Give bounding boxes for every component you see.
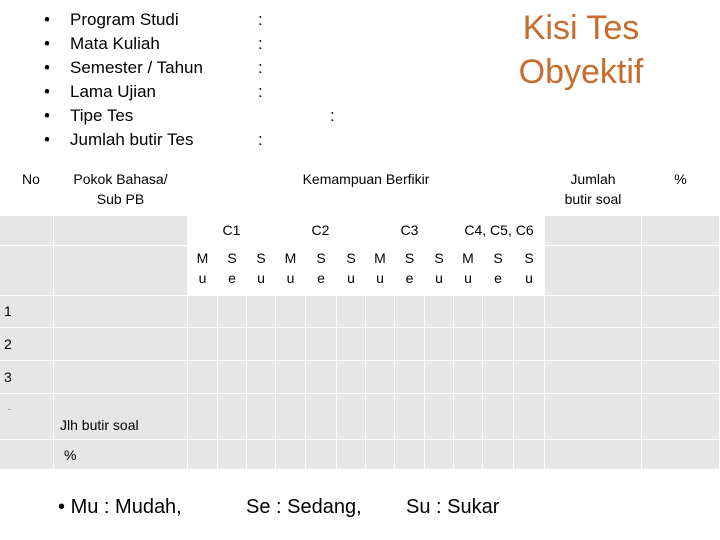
sub-column-bottom: u xyxy=(525,270,533,286)
table-cell xyxy=(306,361,337,394)
sub-column-header xyxy=(247,246,276,296)
sub-column-header xyxy=(425,246,454,296)
level-row-no-cell xyxy=(0,216,54,246)
level-row-percent-cell xyxy=(642,216,720,246)
bullet: • xyxy=(44,82,50,101)
table-cell xyxy=(276,296,306,328)
footer-percent-cell xyxy=(483,440,514,470)
table-cell xyxy=(218,328,247,361)
table-cell xyxy=(337,361,366,394)
level-header xyxy=(454,216,545,246)
legend-sedang: Se : Sedang, xyxy=(246,496,362,518)
table-cell xyxy=(54,328,188,361)
sub-column-top: S xyxy=(316,250,326,266)
footer-total-cell xyxy=(642,410,720,440)
info-label: Jumlah butir Tes xyxy=(70,130,194,149)
table-cell xyxy=(395,328,425,361)
header-jumlah-line-1: Jumlah xyxy=(570,171,616,187)
sub-column-top: M xyxy=(196,250,209,266)
table-cell xyxy=(247,328,276,361)
footer-percent-cell xyxy=(306,440,337,470)
header-percent xyxy=(642,160,720,216)
row-number-cell xyxy=(0,296,54,328)
footer-total-label-cell xyxy=(54,410,188,440)
sub-row-no-cell xyxy=(0,246,54,296)
table-cell xyxy=(454,296,483,328)
sub-column-header xyxy=(188,246,218,296)
table-cell xyxy=(425,328,454,361)
table-cell xyxy=(425,361,454,394)
table-cell xyxy=(642,296,720,328)
sub-column-header xyxy=(395,246,425,296)
bullet: • xyxy=(44,106,50,125)
footer-percent-cell xyxy=(247,440,276,470)
footer-total-cell xyxy=(395,410,425,440)
title-line-1: Kisi Tes xyxy=(522,9,640,47)
table-cell xyxy=(366,328,395,361)
table-cell xyxy=(395,296,425,328)
row-number-cell xyxy=(0,361,54,394)
sub-column-header xyxy=(337,246,366,296)
footer-total-cell xyxy=(483,410,514,440)
table-cell xyxy=(188,296,218,328)
info-colon: : xyxy=(258,58,263,77)
header-kemampuan-label: Kemampuan Berfikir xyxy=(302,171,430,187)
table-cell xyxy=(54,296,188,328)
sub-column-top: S xyxy=(524,250,534,266)
sub-column-top: S xyxy=(346,250,356,266)
table-cell xyxy=(276,328,306,361)
level-label: C4, C5, C6 xyxy=(464,222,534,238)
table-cell xyxy=(276,361,306,394)
footer-percent-cell xyxy=(218,440,247,470)
footer-percent-cell xyxy=(514,440,545,470)
sub-column-header xyxy=(276,246,306,296)
info-label: Mata Kuliah xyxy=(70,34,160,53)
level-label: C3 xyxy=(400,222,419,238)
info-label: Semester / Tahun xyxy=(70,58,203,77)
row-number: 1 xyxy=(4,303,12,319)
legend-mudah xyxy=(58,496,182,519)
table-cell xyxy=(306,296,337,328)
level-label: C1 xyxy=(222,222,241,238)
bullet: • xyxy=(44,10,50,29)
table-cell xyxy=(483,296,514,328)
footer-percent-cell xyxy=(395,440,425,470)
sub-column-header xyxy=(514,246,545,296)
table-cell xyxy=(425,296,454,328)
sub-column-bottom: u xyxy=(257,270,265,286)
footer-percent-cell xyxy=(545,440,642,470)
table-cell xyxy=(54,361,188,394)
info-colon: : xyxy=(258,82,263,101)
bullet: • xyxy=(44,58,50,77)
footer-total-cell xyxy=(366,410,395,440)
footer-total-cell xyxy=(545,410,642,440)
row-number: 3 xyxy=(4,368,12,385)
table-cell xyxy=(483,328,514,361)
table-cell xyxy=(395,361,425,394)
sub-column-bottom: u xyxy=(347,270,355,286)
table-cell xyxy=(514,361,545,394)
sub-column-bottom: e xyxy=(228,270,236,286)
sub-column-bottom: u xyxy=(464,270,472,286)
sub-column-bottom: e xyxy=(494,270,502,286)
table-cell xyxy=(337,296,366,328)
sub-column-top: M xyxy=(374,250,386,266)
sub-column-top: S xyxy=(434,250,444,266)
sub-column-header xyxy=(483,246,514,296)
footer-total-cell xyxy=(306,410,337,440)
info-label: Tipe Tes xyxy=(70,106,134,125)
footer-total-cell xyxy=(337,410,366,440)
header-pokok-line-2: Sub PB xyxy=(96,191,145,207)
footer-percent-cell xyxy=(366,440,395,470)
table-cell xyxy=(306,328,337,361)
header-pokok-line-1: Pokok Bahasa/ xyxy=(73,171,168,187)
table-cell xyxy=(366,361,395,394)
info-label: Lama Ujian xyxy=(70,82,156,101)
sub-column-bottom: u xyxy=(435,270,443,286)
footer-percent-cell xyxy=(337,440,366,470)
footer-percent-cell xyxy=(425,440,454,470)
header-percent-label: % xyxy=(674,171,687,187)
sub-column-bottom: e xyxy=(405,270,414,286)
footer-total-cell xyxy=(247,410,276,440)
header-no xyxy=(0,160,54,216)
footer-total-cell xyxy=(425,410,454,440)
footer-percent-label-cell xyxy=(54,440,188,470)
sub-column-bottom: u xyxy=(198,270,207,286)
legend-mu: Mu : Mudah, xyxy=(70,496,182,518)
sub-row-jumlah-cell xyxy=(545,246,642,296)
footer-total-cell xyxy=(188,410,218,440)
info-colon: : xyxy=(258,130,263,149)
table-cell xyxy=(545,296,642,328)
header-jumlah-line-2: butir soal xyxy=(564,191,622,207)
sub-row-percent-cell xyxy=(642,246,720,296)
table-cell xyxy=(454,361,483,394)
bullet: • xyxy=(44,34,50,53)
table-cell xyxy=(247,296,276,328)
header-pokok-bahasa xyxy=(54,160,188,216)
table-cell xyxy=(545,328,642,361)
table-cell xyxy=(642,361,720,394)
sub-column-bottom: u xyxy=(376,270,384,286)
table-cell xyxy=(188,361,218,394)
row-number: 2 xyxy=(4,335,12,352)
sub-column-top: S xyxy=(493,250,503,266)
legend-sukar: Su : Sukar xyxy=(406,496,500,518)
footer-percent-cell xyxy=(454,440,483,470)
footer-percent-label: % xyxy=(64,447,77,463)
sub-column-header xyxy=(218,246,247,296)
level-header xyxy=(276,216,366,246)
footer-total-label: Jlh butir soal xyxy=(60,417,139,433)
table-cell xyxy=(483,361,514,394)
bullet: • xyxy=(44,130,50,149)
footer-total-cell xyxy=(0,410,54,440)
table-cell xyxy=(218,361,247,394)
footer-percent-cell xyxy=(642,440,720,470)
level-row-pokok-cell xyxy=(54,216,188,246)
sub-column-header xyxy=(454,246,483,296)
footer-percent-cell xyxy=(276,440,306,470)
info-colon: : xyxy=(258,10,263,29)
footer-total-cell xyxy=(218,410,247,440)
table-cell xyxy=(247,361,276,394)
header-kemampuan-berfikir xyxy=(188,160,545,216)
info-colon: : xyxy=(258,34,263,53)
header-no-label: No xyxy=(22,171,40,187)
table-cell xyxy=(366,296,395,328)
sub-column-top: M xyxy=(284,250,297,266)
sub-column-bottom: u xyxy=(286,270,295,286)
sub-row-pokok-cell xyxy=(54,246,188,296)
footer-percent-cell xyxy=(188,440,218,470)
level-header xyxy=(188,216,276,246)
sub-column-top: S xyxy=(256,250,266,266)
table-cell xyxy=(514,328,545,361)
row-number-cell xyxy=(0,328,54,361)
info-colon: : xyxy=(330,106,335,125)
footer-total-cell xyxy=(454,410,483,440)
sub-column-bottom: e xyxy=(317,270,325,286)
table-cell xyxy=(642,328,720,361)
sub-column-top: S xyxy=(227,250,237,266)
table-cell xyxy=(514,296,545,328)
sub-column-top: S xyxy=(404,250,415,266)
title-line-2: Obyektif xyxy=(518,53,644,91)
sub-column-header xyxy=(306,246,337,296)
footer-total-cell xyxy=(514,410,545,440)
table-cell xyxy=(218,296,247,328)
level-label: C2 xyxy=(311,222,330,238)
footer-total-cell xyxy=(276,410,306,440)
table-cell xyxy=(545,361,642,394)
sub-column-top: M xyxy=(462,250,474,266)
footer-percent-cell xyxy=(0,440,54,470)
level-header xyxy=(366,216,454,246)
table-cell xyxy=(337,328,366,361)
sub-column-header xyxy=(366,246,395,296)
legend-bullet: • xyxy=(58,496,66,518)
table-cell xyxy=(188,328,218,361)
level-row-jumlah-cell xyxy=(545,216,642,246)
info-label: Program Studi xyxy=(70,10,179,29)
table-cell xyxy=(454,328,483,361)
header-jumlah-butir-soal xyxy=(545,160,642,216)
